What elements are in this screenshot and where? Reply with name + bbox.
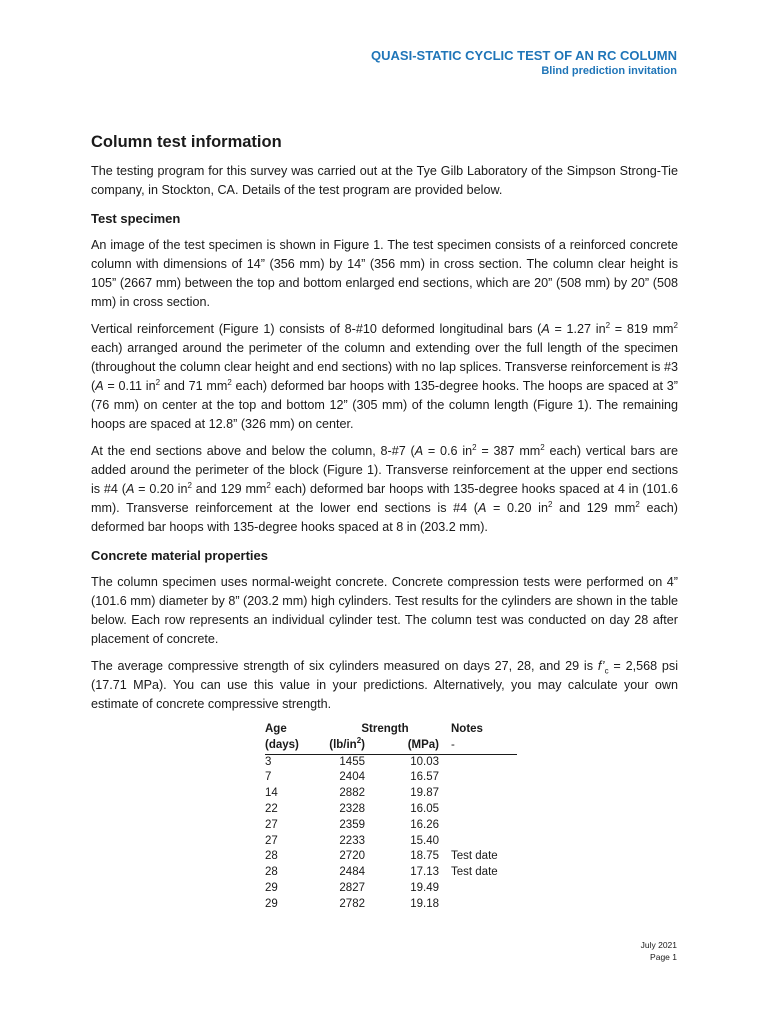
cell-age: 22 [265, 802, 278, 815]
table-header-row-2 [265, 738, 517, 754]
footer-date: July 2021 [640, 940, 677, 950]
specimen-paragraph-3: At the end sections above and below the column, 8-#7 (A = 0.6 $in^2 = 387$ $mm^2$ each) vertical bars are added around the perimeter of the block (Figure 1). Transverse reinforcement at the upper end sections is #4 (A = 0.20 $in^2$ and 129 $mm^2$ each) deformed bar hoops with 135-degree hooks spaced at 4 in (101.6 mm). Transverse reinforcement at the lower end sections is #4 (A = 0.20 $in^2$ and 129 $mm^2$ each) deformed bar hoops with 135-degree hooks spaced at 8 in (203.2 mm). [91, 442, 678, 534]
table-row [265, 897, 517, 913]
specimen-paragraph-2: Vertical reinforcement (Figure 1) consists of 8-#10 deformed longitudinal bars (A = 1.27 $in^2 = 819$ $mm^2$ each) arranged around the perimeter of the column and extending over the full length of the specimen (throughout the column clear height and end sections) with no lap splices. Transverse reinforcement is #3 (A = 0.11 $in^2$ and 71 $mm^2$ each) deformed bar hoops with 135-degree hooks. The hoops are spaced at 3” (76 mm) on center at the top and bottom 12” (305 mm) of the column length (Figure 1). The remaining hoops are spaced at 12.8” (326 mm) on center. [91, 320, 679, 431]
cell-age: 3 [265, 755, 272, 768]
cell-notes [451, 770, 517, 786]
cell-strength-mpa: 10.03 [410, 755, 439, 768]
page-body [91, 131, 678, 913]
cell-age: 28 [265, 866, 278, 879]
table-row [265, 754, 517, 770]
cell-strength-mpa: 19.49 [410, 881, 439, 894]
document-subtitle: Blind prediction invitation [541, 65, 677, 77]
cell-notes [451, 786, 517, 802]
cell-strength-psi: 2404 [339, 771, 365, 784]
cell-age: 29 [265, 881, 278, 894]
concrete-paragraph-1: The column specimen uses normal-weight concrete. Concrete compression tests were performed on 4” (101.6 mm) diameter by 8” (203.2 mm) high cylinders. Test results for the cylinders are shown in the table below. Each row represents an individual cylinder test. The column test was conducted on day 28 after placement of concrete. [91, 575, 678, 646]
col-header-strength: Strength [361, 723, 409, 735]
concrete-properties-heading: Concrete material properties [91, 548, 269, 563]
cylinder-strength-table [265, 722, 517, 913]
cell-notes [451, 834, 517, 850]
table-row [265, 786, 517, 802]
cell-notes [451, 897, 517, 913]
cell-notes: Test date [451, 850, 498, 863]
cell-notes: Test date [451, 866, 498, 879]
col-header-mpa: (MPa) [367, 738, 451, 754]
cell-notes [451, 754, 517, 770]
col-header-days: (days) [265, 738, 327, 754]
col-header-notes: Notes [451, 723, 483, 735]
table-row [265, 865, 517, 881]
col-header-age: Age [265, 723, 287, 735]
cell-strength-psi: 2233 [339, 834, 365, 847]
test-specimen-heading: Test specimen [91, 211, 181, 226]
cell-strength-psi: 2882 [339, 787, 365, 800]
cell-notes [451, 802, 517, 818]
concrete-paragraph-2: The average compressive strength of six cylinders measured on days 27, 28, and 29 is $f’_c = 2,568$ psi (17.71 MPa). You can use this value in your predictions. Alternatively, you may calculate your own estimate of concrete compressive strength. [91, 659, 678, 711]
table-row [265, 770, 517, 786]
cell-age: 27 [265, 834, 278, 847]
cell-strength-mpa: 16.05 [410, 802, 439, 815]
cell-strength-mpa: 15.40 [410, 834, 439, 847]
page-footer [641, 939, 677, 963]
cell-strength-mpa: 16.26 [410, 818, 439, 831]
table-row [265, 834, 517, 850]
cell-strength-psi: 2359 [339, 818, 365, 831]
footer-page-number: Page 1 [650, 952, 677, 962]
cell-strength-mpa: 19.87 [410, 787, 439, 800]
table-row [265, 849, 517, 865]
cell-strength-psi: 2720 [339, 850, 365, 863]
section-title: Column test information [91, 133, 282, 151]
specimen-paragraph-1: An image of the test specimen is shown in Figure 1. The test specimen consists of a reinforced concrete column with dimensions of 14” (356 mm) by 14” (356 mm) in cross section. The column clear height is 105” (2667 mm) between the top and bottom enlarged end sections, which are 20” (508 mm) by 20” (508 mm) in cross section. [91, 238, 678, 309]
table-row [265, 881, 517, 897]
table-row [265, 818, 517, 834]
cell-age: 14 [265, 787, 278, 800]
cell-strength-mpa: 17.13 [410, 866, 439, 879]
cell-strength-psi: 2827 [339, 881, 365, 894]
cell-strength-psi: 2328 [339, 802, 365, 815]
document-title: QUASI-STATIC CYCLIC TEST OF AN RC COLUMN [371, 48, 677, 63]
col-header-notes-dash: - [451, 738, 517, 754]
cell-notes [451, 881, 517, 897]
cell-strength-mpa: 16.57 [410, 771, 439, 784]
cell-strength-psi: 1455 [339, 755, 365, 768]
cell-age: 7 [265, 771, 272, 784]
cell-age: 29 [265, 897, 278, 910]
cell-strength-psi: 2484 [339, 866, 365, 879]
table-header-row-1 [265, 722, 517, 738]
cell-strength-psi: 2782 [339, 897, 365, 910]
cell-strength-mpa: 18.75 [410, 850, 439, 863]
cell-notes [451, 818, 517, 834]
cell-strength-mpa: 19.18 [410, 897, 439, 910]
table-row [265, 802, 517, 818]
running-header [371, 47, 677, 79]
cell-age: 28 [265, 850, 278, 863]
cell-age: 27 [265, 818, 278, 831]
intro-paragraph: The testing program for this survey was carried out at the Tye Gilb Laboratory of the Simpson Strong-Tie company, in Stockton, CA. Details of the test program are provided below. [91, 164, 678, 197]
col-header-lbin2: $(lb/in^2)$ [327, 738, 367, 754]
